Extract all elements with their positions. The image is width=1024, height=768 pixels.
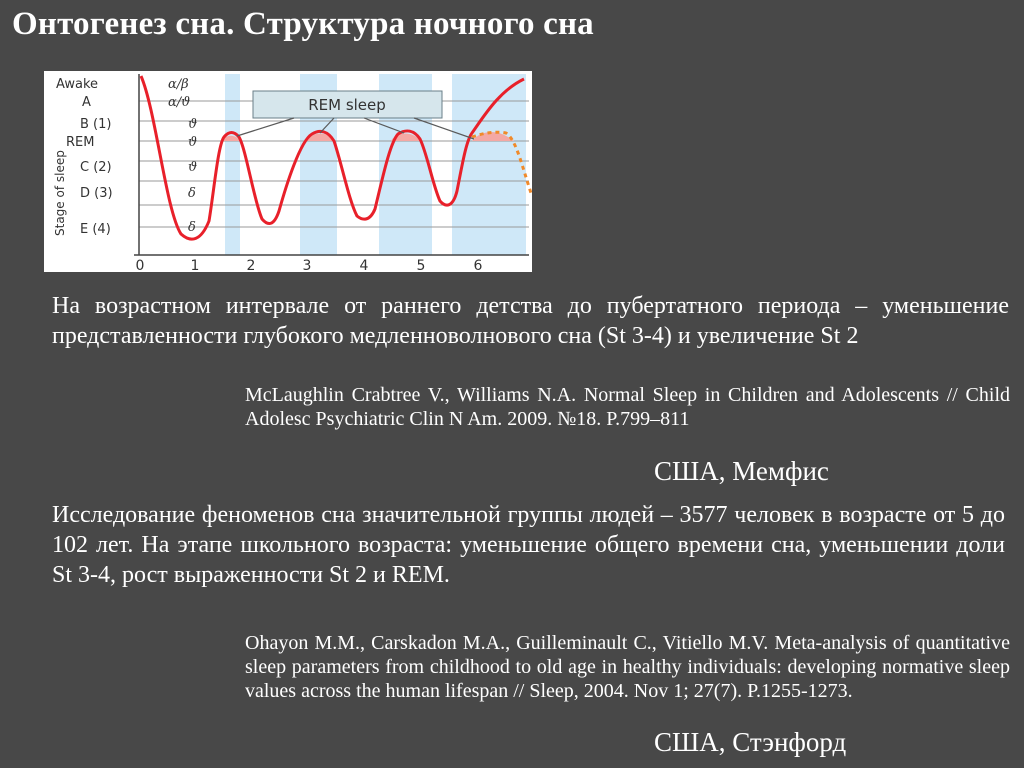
rem-callout-label: REM sleep bbox=[308, 96, 386, 114]
y-axis-label: Stage of sleep bbox=[53, 150, 67, 236]
sleep-hypnogram-figure bbox=[44, 71, 532, 272]
x-tick-2: 2 bbox=[246, 258, 256, 272]
wave-label-alpha-theta: α/ϑ bbox=[168, 95, 191, 110]
wave-label-theta: ϑ bbox=[188, 135, 198, 150]
location-stanford: США, Стэнфорд bbox=[654, 727, 847, 757]
stage-label-d3: D (3) bbox=[80, 186, 113, 201]
stage-label-c2: C (2) bbox=[80, 160, 112, 175]
wave-label-delta: δ bbox=[188, 220, 196, 235]
wave-label-theta: ϑ bbox=[188, 160, 198, 175]
paragraph-study: Исследование феноменов сна значительной группы людей – 3577 человек в возрасте от 5 до 102 лет. На этапе школьного возраста: уменьшение общего времени сна, уменьшении доли St 3-4, рост выраженности St 2 и REM. bbox=[52, 502, 1005, 588]
x-tick-4: 4 bbox=[359, 258, 369, 272]
x-tick-labels bbox=[136, 258, 483, 272]
stage-label-e4: E (4) bbox=[80, 222, 111, 237]
hypnogram-svg bbox=[44, 71, 532, 272]
reference-ohayon: Ohayon M.M., Carskadon M.A., Guilleminault C., Vitiello M.V. Meta-analysis of quantitative sleep parameters from childhood to old age in healthy individuals: developing normative sleep values across the human lifespan // Sleep, 2004. Nov 1; 27(7). P.1255-1273. bbox=[245, 632, 1010, 702]
location-memphis: США, Мемфис bbox=[654, 456, 829, 486]
stage-label-rem: REM bbox=[66, 135, 95, 150]
wave-label-delta: δ bbox=[188, 186, 196, 201]
paragraph-childhood-sleep: На возрастном интервале от раннего детства до пубертатного периода – уменьшение представленности глубокого медленноволнового сна (St 3-4) и увеличение St 2 bbox=[52, 293, 1009, 349]
reference-mclaughlin: McLaughlin Crabtree V., Williams N.A. Normal Sleep in Children and Adolescents // Child Adolesc Psychiatric Clin N Am. 2009. №18. P.799–811 bbox=[245, 384, 1010, 430]
stage-label-awake: Awake bbox=[56, 77, 99, 92]
stage-label-b1: B (1) bbox=[80, 117, 112, 132]
x-tick-3: 3 bbox=[302, 258, 312, 272]
slide-title: Онтогенез сна. Структура ночного сна bbox=[12, 6, 594, 42]
x-tick-5: 5 bbox=[416, 258, 426, 272]
x-tick-6: 6 bbox=[473, 258, 483, 272]
x-tick-0: 0 bbox=[135, 258, 145, 272]
wave-label-alpha-beta: α/β bbox=[168, 77, 189, 92]
x-tick-1: 1 bbox=[190, 258, 200, 272]
stage-label-a: A bbox=[82, 95, 91, 110]
wave-label-theta: ϑ bbox=[188, 117, 198, 132]
